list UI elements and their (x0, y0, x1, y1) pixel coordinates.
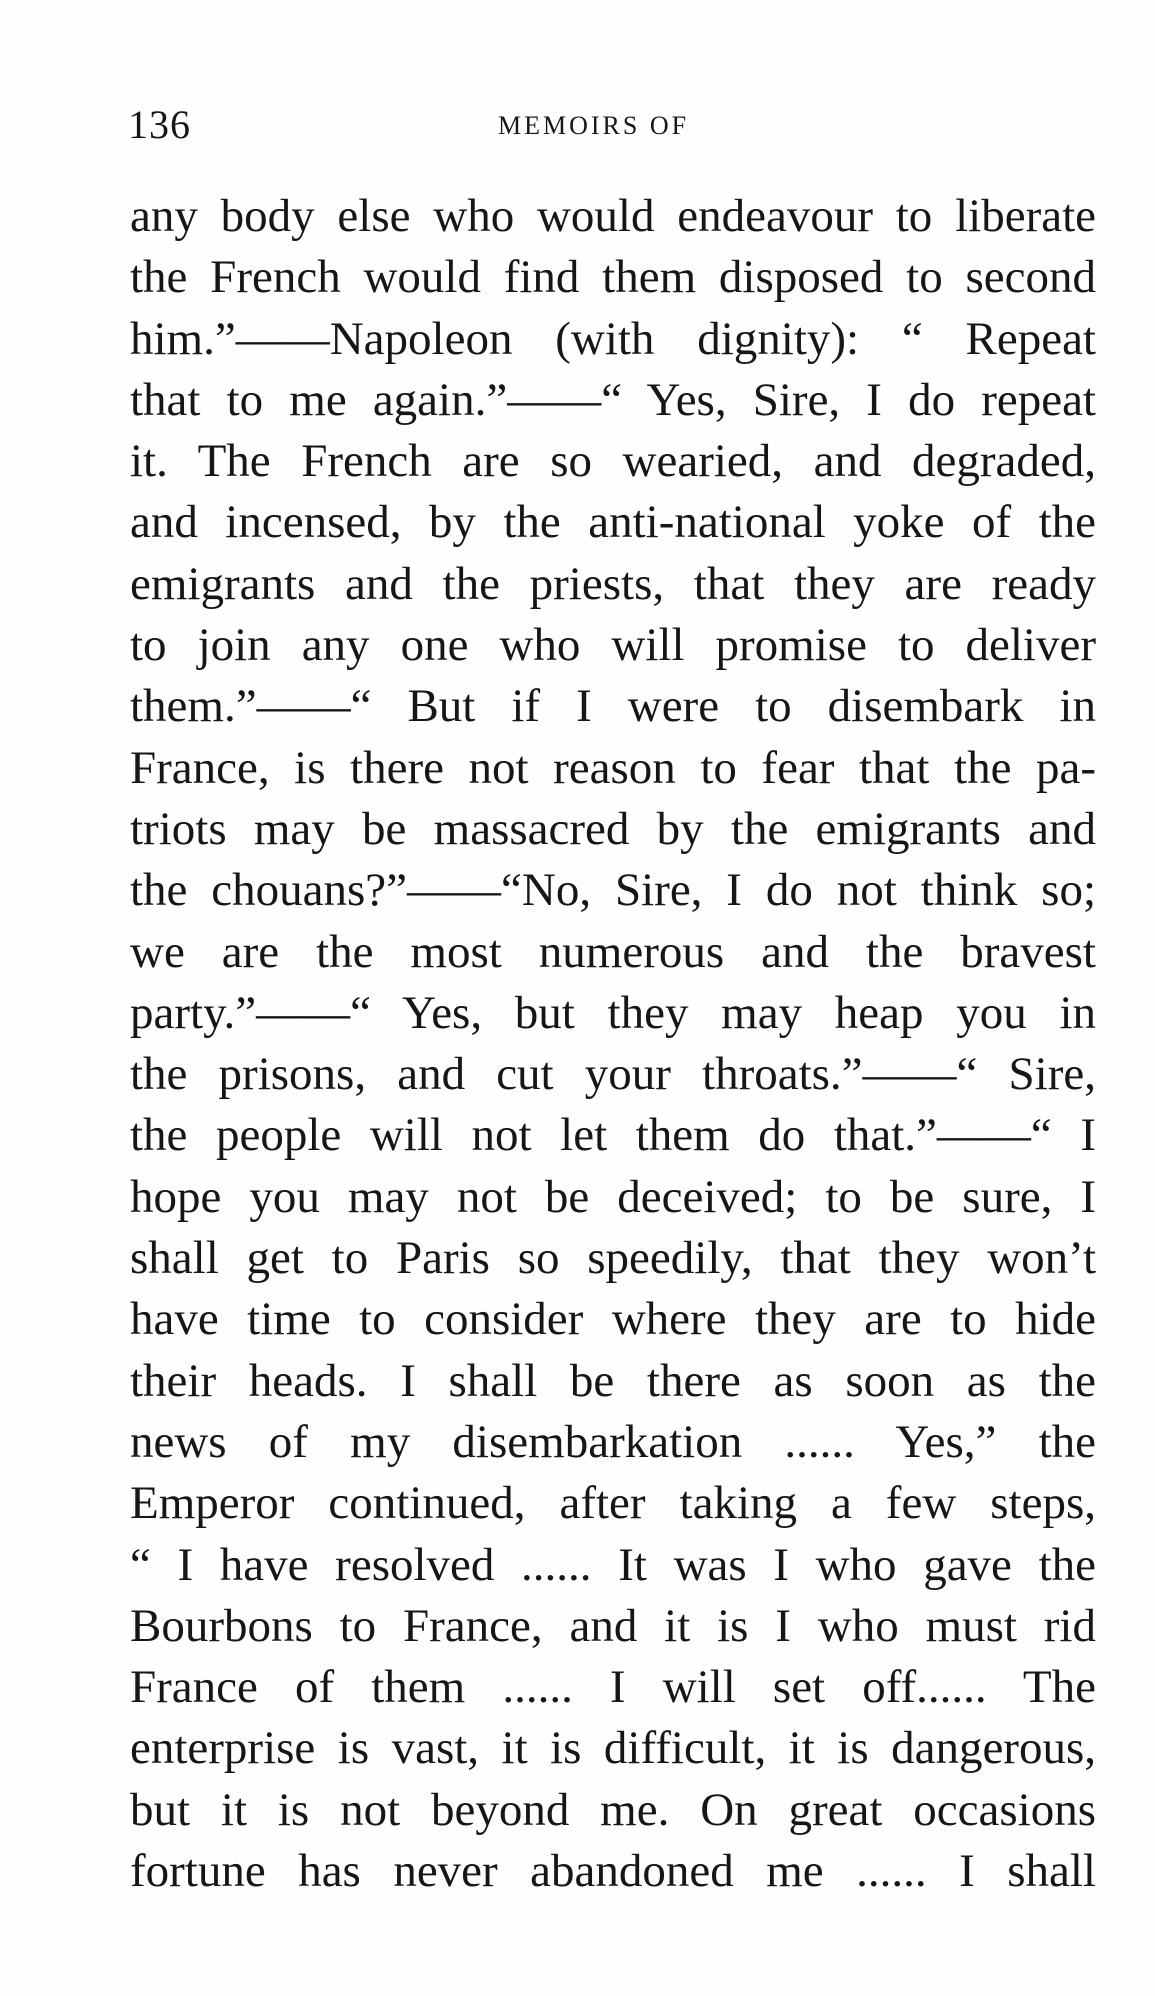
text-line: any body else who would endeavour to liberate (130, 190, 1096, 242)
running-head (128, 100, 1098, 150)
text-line: France of them ...... I will set off...... The (130, 1661, 1096, 1714)
text-line: that to me again.”——“ Yes, Sire, I do repeat (130, 373, 1096, 426)
text-line: shall get to Paris so speedily, that they won’t (130, 1232, 1096, 1285)
text-line: have time to consider where they are to hide (130, 1293, 1096, 1346)
text-line: France, is there not reason to fear that the pa- (130, 741, 1096, 794)
text-line: them.”——“ But if I were to disembark in (130, 680, 1096, 733)
text-line: triots may be massacred by the emigrants and (130, 802, 1096, 855)
text-line: we are the most numerous and the bravest (130, 925, 1096, 978)
text-line: but it is not beyond me. On great occasions (130, 1783, 1096, 1836)
text-line: to join any one who will promise to deliver (130, 619, 1096, 672)
text-line: emigrants and the priests, that they are ready (130, 557, 1096, 610)
text-line: enterprise is vast, it is difficult, it is dangerous, (130, 1722, 1096, 1775)
page-number: 136 (128, 102, 191, 147)
text-line: the people will not let them do that.”——“ I (130, 1109, 1096, 1162)
text-line: the prisons, and cut your throats.”——“ Sire, (130, 1048, 1096, 1101)
text-line: the chouans?”——“No, Sire, I do not think so; (130, 864, 1096, 917)
text-line: hope you may not be deceived; to be sure, I (130, 1170, 1096, 1223)
text-line: party.”——“ Yes, but they may heap you in (130, 986, 1096, 1039)
body-text (130, 186, 1096, 1902)
text-line: Emperor continued, after taking a few steps, (130, 1477, 1096, 1530)
text-line: news of my disembarkation ...... Yes,” the (130, 1415, 1096, 1468)
text-line: him.”——Napoleon (with dignity): “ Repeat (130, 312, 1096, 365)
running-title: MEMOIRS OF (498, 111, 690, 140)
text-line: “ I have resolved ...... It was I who gave the (130, 1538, 1096, 1591)
text-line: their heads. I shall be there as soon as the (130, 1354, 1096, 1407)
text-line: fortune has never abandoned me ...... I shall (130, 1845, 1096, 1898)
text-line: it. The French are so wearied, and degraded, (130, 435, 1096, 488)
text-line: and incensed, by the anti-national yoke of the (130, 496, 1096, 549)
text-line: the French would find them disposed to second (130, 251, 1096, 304)
text-line: Bourbons to France, and it is I who must rid (130, 1599, 1096, 1652)
